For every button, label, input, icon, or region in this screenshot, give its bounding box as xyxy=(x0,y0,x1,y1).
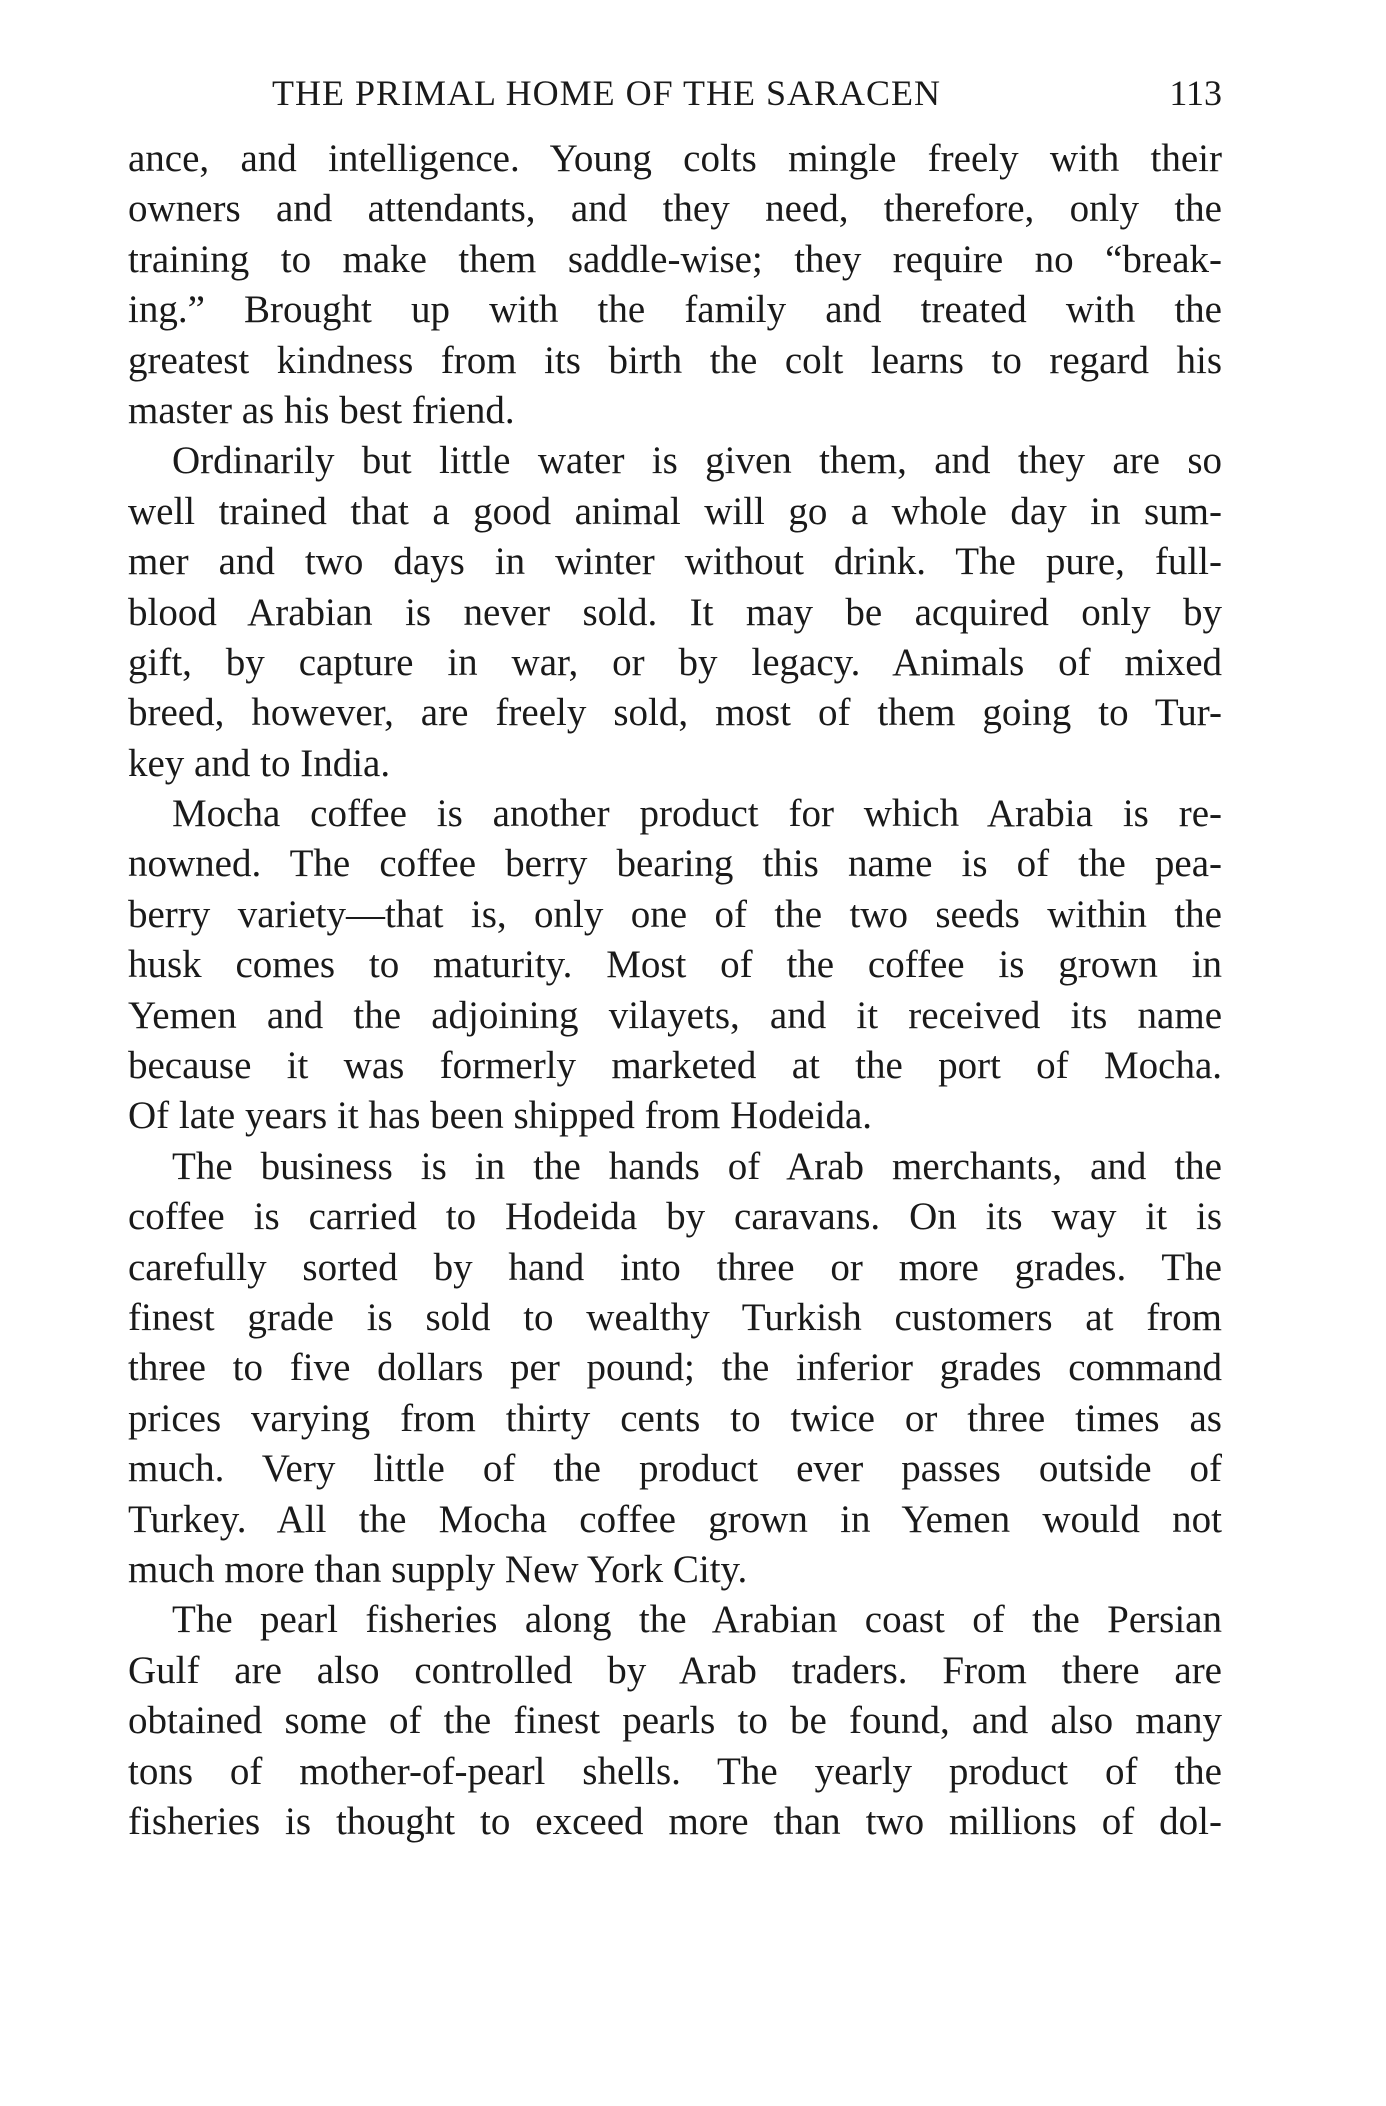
text-line: because it was formerly marketed at the port of Mocha. xyxy=(128,1044,1222,1088)
text-line: Of late years it has been shipped from Hodeida. xyxy=(128,1094,873,1138)
text-line: training to make them saddle-wise; they require no “break- xyxy=(128,237,1222,281)
text-line: much. Very little of the product ever passes outside of xyxy=(128,1447,1222,1491)
text-line: owners and attendants, and they need, therefore, only the xyxy=(128,187,1222,231)
body-text xyxy=(128,134,1222,1847)
text-line: ance, and intelligence. Young colts mingle freely with their xyxy=(128,137,1222,180)
text-line: three to five dollars per pound; the inferior grades command xyxy=(128,1346,1222,1390)
text-line: ing.” Brought up with the family and treated with the xyxy=(128,288,1222,332)
paragraph xyxy=(128,134,1222,436)
paragraph xyxy=(128,789,1222,1142)
text-line: Ordinarily but little water is given them, and they are so xyxy=(172,439,1222,483)
text-line: master as his best friend. xyxy=(128,388,515,432)
text-line: berry variety—that is, only one of the two seeds within the xyxy=(128,892,1222,936)
text-line: gift, by capture in war, or by legacy. Animals of mixed xyxy=(128,640,1222,684)
text-line: coffee is carried to Hodeida by caravans. On its way it is xyxy=(128,1195,1222,1239)
text-line: Gulf are also controlled by Arab traders. From there are xyxy=(128,1648,1222,1692)
book-page xyxy=(128,72,1222,1847)
paragraph xyxy=(128,1595,1222,1847)
text-line: key and to India. xyxy=(128,741,391,785)
running-head xyxy=(128,72,1222,132)
text-line: Mocha coffee is another product for which Arabia is re- xyxy=(172,792,1222,836)
text-line: blood Arabian is never sold. It may be acquired only by xyxy=(128,590,1222,634)
text-line: nowned. The coffee berry bearing this name is of the pea- xyxy=(128,842,1222,886)
running-title: THE PRIMAL HOME OF THE SARACEN xyxy=(272,73,942,113)
text-line: breed, however, are freely sold, most of them going to Tur- xyxy=(128,691,1222,735)
text-line: tons of mother-of-pearl shells. The yearly product of the xyxy=(128,1749,1222,1793)
text-line: fisheries is thought to exceed more than two millions of dol- xyxy=(128,1799,1222,1843)
paragraph xyxy=(128,436,1222,789)
text-line: husk comes to maturity. Most of the coffee is grown in xyxy=(128,943,1222,987)
paragraph xyxy=(128,1142,1222,1596)
text-line: obtained some of the finest pearls to be found, and also many xyxy=(128,1699,1222,1743)
text-line: well trained that a good animal will go a whole day in sum- xyxy=(128,489,1222,533)
text-line: prices varying from thirty cents to twice or three times as xyxy=(128,1396,1222,1440)
text-line: much more than supply New York City. xyxy=(128,1547,748,1591)
text-line: Turkey. All the Mocha coffee grown in Yemen would not xyxy=(128,1497,1222,1541)
text-line: greatest kindness from its birth the colt learns to regard his xyxy=(128,338,1222,382)
text-line: mer and two days in winter without drink. The pure, full- xyxy=(128,540,1222,584)
text-line: The pearl fisheries along the Arabian coast of the Persian xyxy=(172,1598,1222,1642)
page-number: 113 xyxy=(1169,73,1222,113)
text-line: Yemen and the adjoining vilayets, and it received its name xyxy=(128,993,1222,1037)
text-line: The business is in the hands of Arab merchants, and the xyxy=(172,1144,1222,1188)
text-line: carefully sorted by hand into three or more grades. The xyxy=(128,1245,1222,1289)
text-line: finest grade is sold to wealthy Turkish customers at from xyxy=(128,1295,1222,1339)
